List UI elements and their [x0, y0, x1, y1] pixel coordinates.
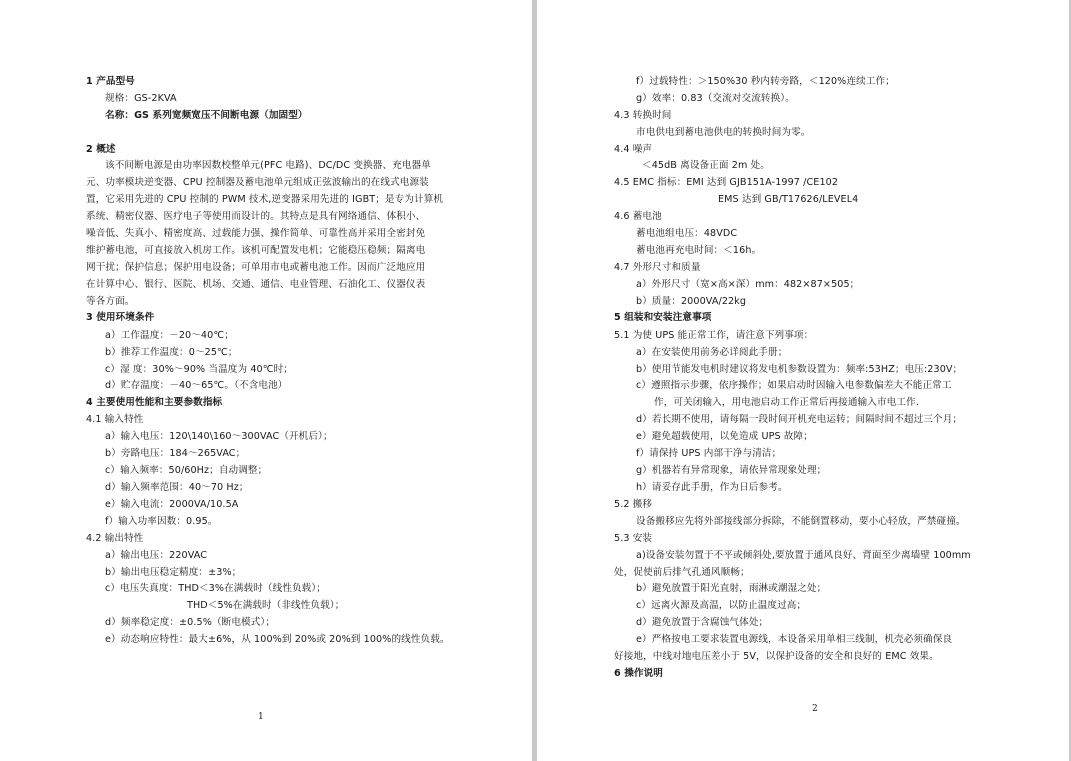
list-item: d）贮存温度：－40～65℃。（不含电池） [105, 380, 288, 391]
subsection-heading: 4.5 EMC 指标：EMI 达到 GJB151A-1997 /CE102 [614, 177, 839, 188]
section-heading: 2 概述 [86, 144, 116, 155]
paragraph-line: 处，促使前后排气孔通风顺畅； [614, 567, 750, 578]
section-heading: 3 使用环境条件 [86, 312, 155, 323]
paragraph-line: 元、功率模块逆变器、CPU 控制器及蓄电池单元组成正弦波输出的在线式电源装 [86, 177, 429, 188]
paragraph-line: e）严格按电工要求装置电源线，本设备采用单相三线制，机壳必须确保良 [636, 634, 953, 645]
list-item: e）动态响应特性：最大±6%，从 100%到 20%或 20%到 100%的线性负载。 [105, 634, 450, 645]
list-item: a）输入电压：120\140\160～300VAC（开机后）； [105, 431, 333, 442]
list-item: THD＜5%在满载时（非线性负载）； [187, 600, 345, 611]
list-item: a）输出电压：220VAC [105, 550, 208, 561]
list-item: e）输入电流：2000VA/10.5A [105, 499, 239, 510]
subsection-heading: 5.2 搬移 [614, 499, 653, 510]
paragraph-line: 噪音低、失真小、精密度高、过载能力强、操作简单、可靠性高并采用全密封免 [86, 228, 426, 239]
section-heading: 4 主要使用性能和主要参数指标 [86, 397, 223, 408]
section-heading: 6 操作说明 [614, 668, 663, 679]
paragraph-line: a)设备安装勿置于不平或倾斜处,要放置于通风良好、背面至少离墙壁 100mm [636, 550, 971, 561]
spec-line: 规格：GS-2KVA [105, 93, 177, 104]
list-item: f）过载特性：＞150%30 秒内转旁路，＜120%连续工作； [636, 76, 895, 87]
list-item: c）湿 度：30%～90% 当温度为 40℃时； [105, 364, 293, 375]
list-item: c）远离火源及高温，以防止温度过高； [636, 600, 807, 611]
paragraph-line: 系统、精密仪器、医疗电子等使用而设计的。其特点是具有网络通信、体积小、 [86, 211, 426, 222]
list-item: b）输出电压稳定精度：±3%； [105, 567, 242, 578]
list-item: c）电压失真度：THD＜3%在满载时（线性负载）； [105, 583, 326, 594]
list-item: c）输入频率：50/60Hz；自动调整； [105, 465, 268, 476]
list-item: e）避免超载使用，以免造成 UPS 故障； [636, 431, 813, 442]
list-item: d）频率稳定度：±0.5%（断电模式）； [105, 617, 276, 628]
list-item: h）请妥存此手册，作为日后参考。 [636, 482, 788, 493]
paragraph-line: 好接地，中线对地电压差小于 5V，以保护设备的安全和良好的 EMC 效果。 [614, 651, 939, 662]
list-item: d）若长期不使用，请每隔一段时间开机充电运转；间隔时间不超过三个月； [636, 414, 963, 425]
list-item: 作，可关闭输入，用电池启动工作正常后再接通输入市电工作. [654, 397, 919, 408]
paragraph-line: 设备搬移应先将外部接线部分拆除，不能倒置移动，要小心轻放，严禁碰撞。 [636, 516, 966, 527]
subsection-heading: 5.1 为使 UPS 能正常工作，请注意下列事项： [614, 330, 814, 341]
list-item: g）效率：0.83（交流对交流转换）。 [636, 93, 795, 104]
list-item: b）旁路电压：184～265VAC； [105, 448, 246, 459]
page-number: 1 [258, 712, 264, 722]
subsection-heading: 4.1 输入特性 [86, 414, 144, 425]
paragraph-line: 等各方面。 [86, 296, 135, 307]
list-item: b）推荐工作温度：0～25℃； [105, 347, 238, 358]
list-item: g）机器若有异常现象，请依异常现象处理； [636, 465, 827, 476]
page-1 [0, 0, 532, 761]
subsection-heading: 5.3 安装 [614, 533, 653, 544]
paragraph-line: 该不间断电源是由功率因数校整单元(PFC 电路)、DC/DC 变换器、充电器单 [105, 160, 431, 171]
subsection-heading: 4.4 噪声 [614, 144, 653, 155]
paragraph-line: 在计算中心、银行、医院、机场、交通、通信、电业管理、石油化工、仪器仪表 [86, 279, 426, 290]
section-heading: 5 组装和安装注意事项 [614, 312, 712, 323]
list-item: a）工作温度：－20～40℃； [105, 330, 234, 341]
paragraph-line: EMS 达到 GB/T17626/LEVEL4 [718, 194, 859, 205]
subsection-heading: 4.2 输出特性 [86, 533, 144, 544]
paragraph-line: 置，它采用先进的 CPU 控制的 PWM 技术,逆变器采用先进的 IGBT；是专为计算机 [86, 194, 444, 205]
list-item: f）输入功率因数：0.95。 [105, 516, 218, 527]
paragraph-line: 网干扰；保护信息；保护用电设备；可单用市电或蓄电池工作。因而广泛地应用 [86, 262, 426, 273]
paragraph-line: 蓄电池再充电时间：＜16h。 [636, 245, 762, 256]
paragraph-line: 市电供电到蓄电池供电的转换时间为零。 [636, 127, 811, 138]
list-item: b）避免放置于阳光直射，雨淋或潮湿之处； [636, 583, 827, 594]
list-item: a）在安装使用前务必详阅此手册； [636, 347, 788, 358]
page-2 [537, 0, 1069, 761]
section-heading: 1 产品型号 [86, 76, 135, 87]
list-item: d）输入频率范围：40～70 Hz； [105, 482, 249, 493]
subsection-heading: 4.6 蓄电池 [614, 211, 662, 222]
list-item: c）遵照指示步骤，依序操作；如果启动时因输入电参数偏差大不能正常工 [636, 380, 952, 391]
subsection-heading: 4.7 外形尺寸和质量 [614, 262, 701, 273]
subsection-heading: 4.3 转换时间 [614, 110, 672, 121]
paragraph-line: 蓄电池组电压：48VDC [636, 228, 738, 239]
list-item: d）避免放置于含腐蚀气体处； [636, 617, 769, 628]
paragraph-line: ＜45dB 离设备正面 2m 处。 [642, 160, 770, 171]
list-item: a）外形尺寸（宽×高×深）mm：482×87×505； [636, 279, 860, 290]
paragraph-line: 维护蓄电池，可直接放入机房工作。该机可配置发电机；它能稳压稳频；隔离电 [86, 245, 426, 256]
list-item: f）请保持 UPS 内部干净与清洁； [636, 448, 782, 459]
product-name-line: 名称：GS 系列宽频宽压不间断电源（加固型） [105, 110, 308, 121]
page-number: 2 [812, 704, 818, 714]
list-item: b）质量：2000VA/22kg [636, 296, 747, 307]
list-item: b）使用节能发电机时建议将发电机参数设置为：频率:53HZ；电压:230V； [636, 364, 963, 375]
